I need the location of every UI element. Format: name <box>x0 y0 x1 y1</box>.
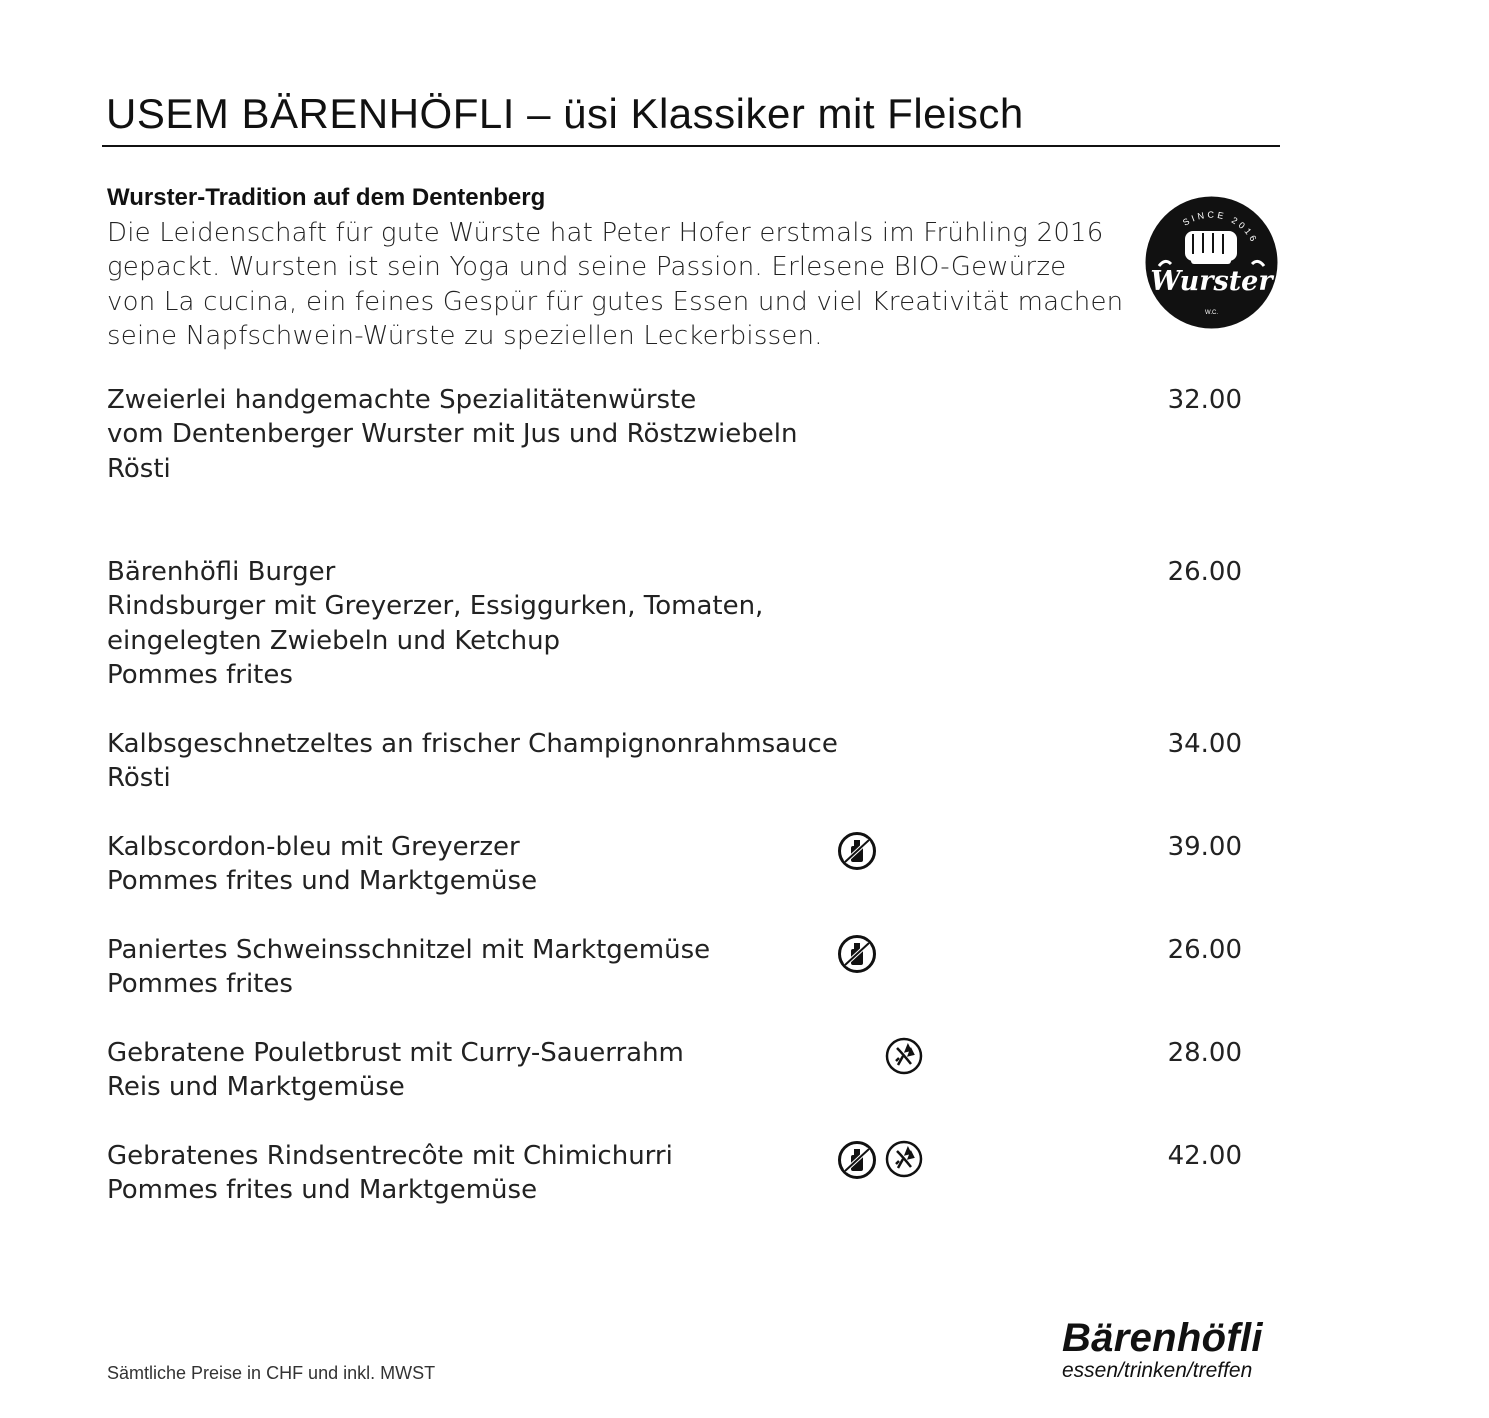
dish-side: Pommes frites und Marktgemüse <box>107 1175 538 1206</box>
dish-item <box>107 933 710 1002</box>
dish-side: Rösti <box>107 453 171 484</box>
dish-item <box>107 555 763 692</box>
dish-item <box>107 830 537 899</box>
svg-text:W.C.: W.C. <box>1205 310 1218 316</box>
dish-item <box>107 727 838 796</box>
dish-name: Zweierlei handgemachte Spezialitätenwürste <box>107 385 697 415</box>
intro-line: Die Leidenschaft für gute Würste hat Peter Hofer erstmals im Frühling 2016 <box>107 218 1104 248</box>
wurster-logo <box>1145 196 1278 329</box>
dish-side: Reis und Marktgemüse <box>107 1072 405 1103</box>
dish-description: Rindsburger mit Greyerzer, Essiggurken, Tomaten, <box>107 591 764 622</box>
svg-text:Wurster: Wurster <box>1150 266 1273 297</box>
dish-side: Rösti <box>107 763 171 794</box>
page-title: USEM BÄRENHÖFLI – üsi Klassiker mit Fleisch <box>106 90 1024 137</box>
intro-heading: Wurster-Tradition auf dem Dentenberg <box>107 184 546 211</box>
gluten-free-icon <box>884 1139 924 1179</box>
dish-description: vom Dentenberger Wurster mit Jus und Röstzwiebeln <box>107 419 798 450</box>
dish-item <box>107 1139 673 1208</box>
dish-name: Kalbscordon-bleu mit Greyerzer <box>107 832 520 862</box>
dish-name: Paniertes Schweinsschnitzel mit Marktgemüse <box>107 935 711 965</box>
intro-line: seine Napfschwein-Würste zu speziellen Leckerbissen. <box>107 320 823 351</box>
footer-note: Sämtliche Preise in CHF und inkl. MWST <box>107 1363 436 1383</box>
dish-name: Kalbsgeschnetzeltes an frischer Champignonrahmsauce <box>107 729 838 759</box>
brand-tagline: essen/trinken/treffen <box>1062 1359 1253 1382</box>
intro-text <box>107 216 1127 353</box>
dish-price: 34.00 <box>1167 729 1242 759</box>
no-lactose-icon <box>837 934 877 974</box>
dish-item <box>107 1036 684 1105</box>
dish-name: Gebratene Pouletbrust mit Curry-Sauerrahm <box>107 1038 684 1068</box>
dish-name: Gebratenes Rindsentrecôte mit Chimichurri <box>107 1141 673 1171</box>
dish-side: Pommes frites und Marktgemüse <box>107 866 538 897</box>
dish-price: 26.00 <box>1167 935 1242 965</box>
no-lactose-icon <box>837 831 877 871</box>
dish-name: Bärenhöfli Burger <box>107 557 336 587</box>
dish-price: 42.00 <box>1167 1141 1242 1171</box>
svg-text:SINCE 2016: SINCE 2016 <box>1181 209 1260 246</box>
dish-price: 32.00 <box>1167 385 1242 415</box>
gluten-free-icon <box>884 1036 924 1076</box>
brand-logo-name: Bärenhöfli <box>1062 1316 1263 1360</box>
dish-price: 26.00 <box>1167 557 1242 587</box>
no-lactose-icon <box>837 1140 877 1180</box>
dish-price: 28.00 <box>1167 1038 1242 1068</box>
dish-item <box>107 383 797 486</box>
dish-price: 39.00 <box>1167 832 1242 862</box>
dish-side: Pommes frites <box>107 659 293 690</box>
intro-line: von La cucina, ein feines Gespür für gutes Essen und viel Kreativität machen <box>107 286 1124 317</box>
dish-description: eingelegten Zwiebeln und Ketchup <box>107 625 561 656</box>
title-divider <box>102 145 1280 147</box>
dish-side: Pommes frites <box>107 969 293 1000</box>
intro-line: gepackt. Wursten ist sein Yoga und seine Passion. Erlesene BIO-Gewürze <box>107 252 1067 283</box>
